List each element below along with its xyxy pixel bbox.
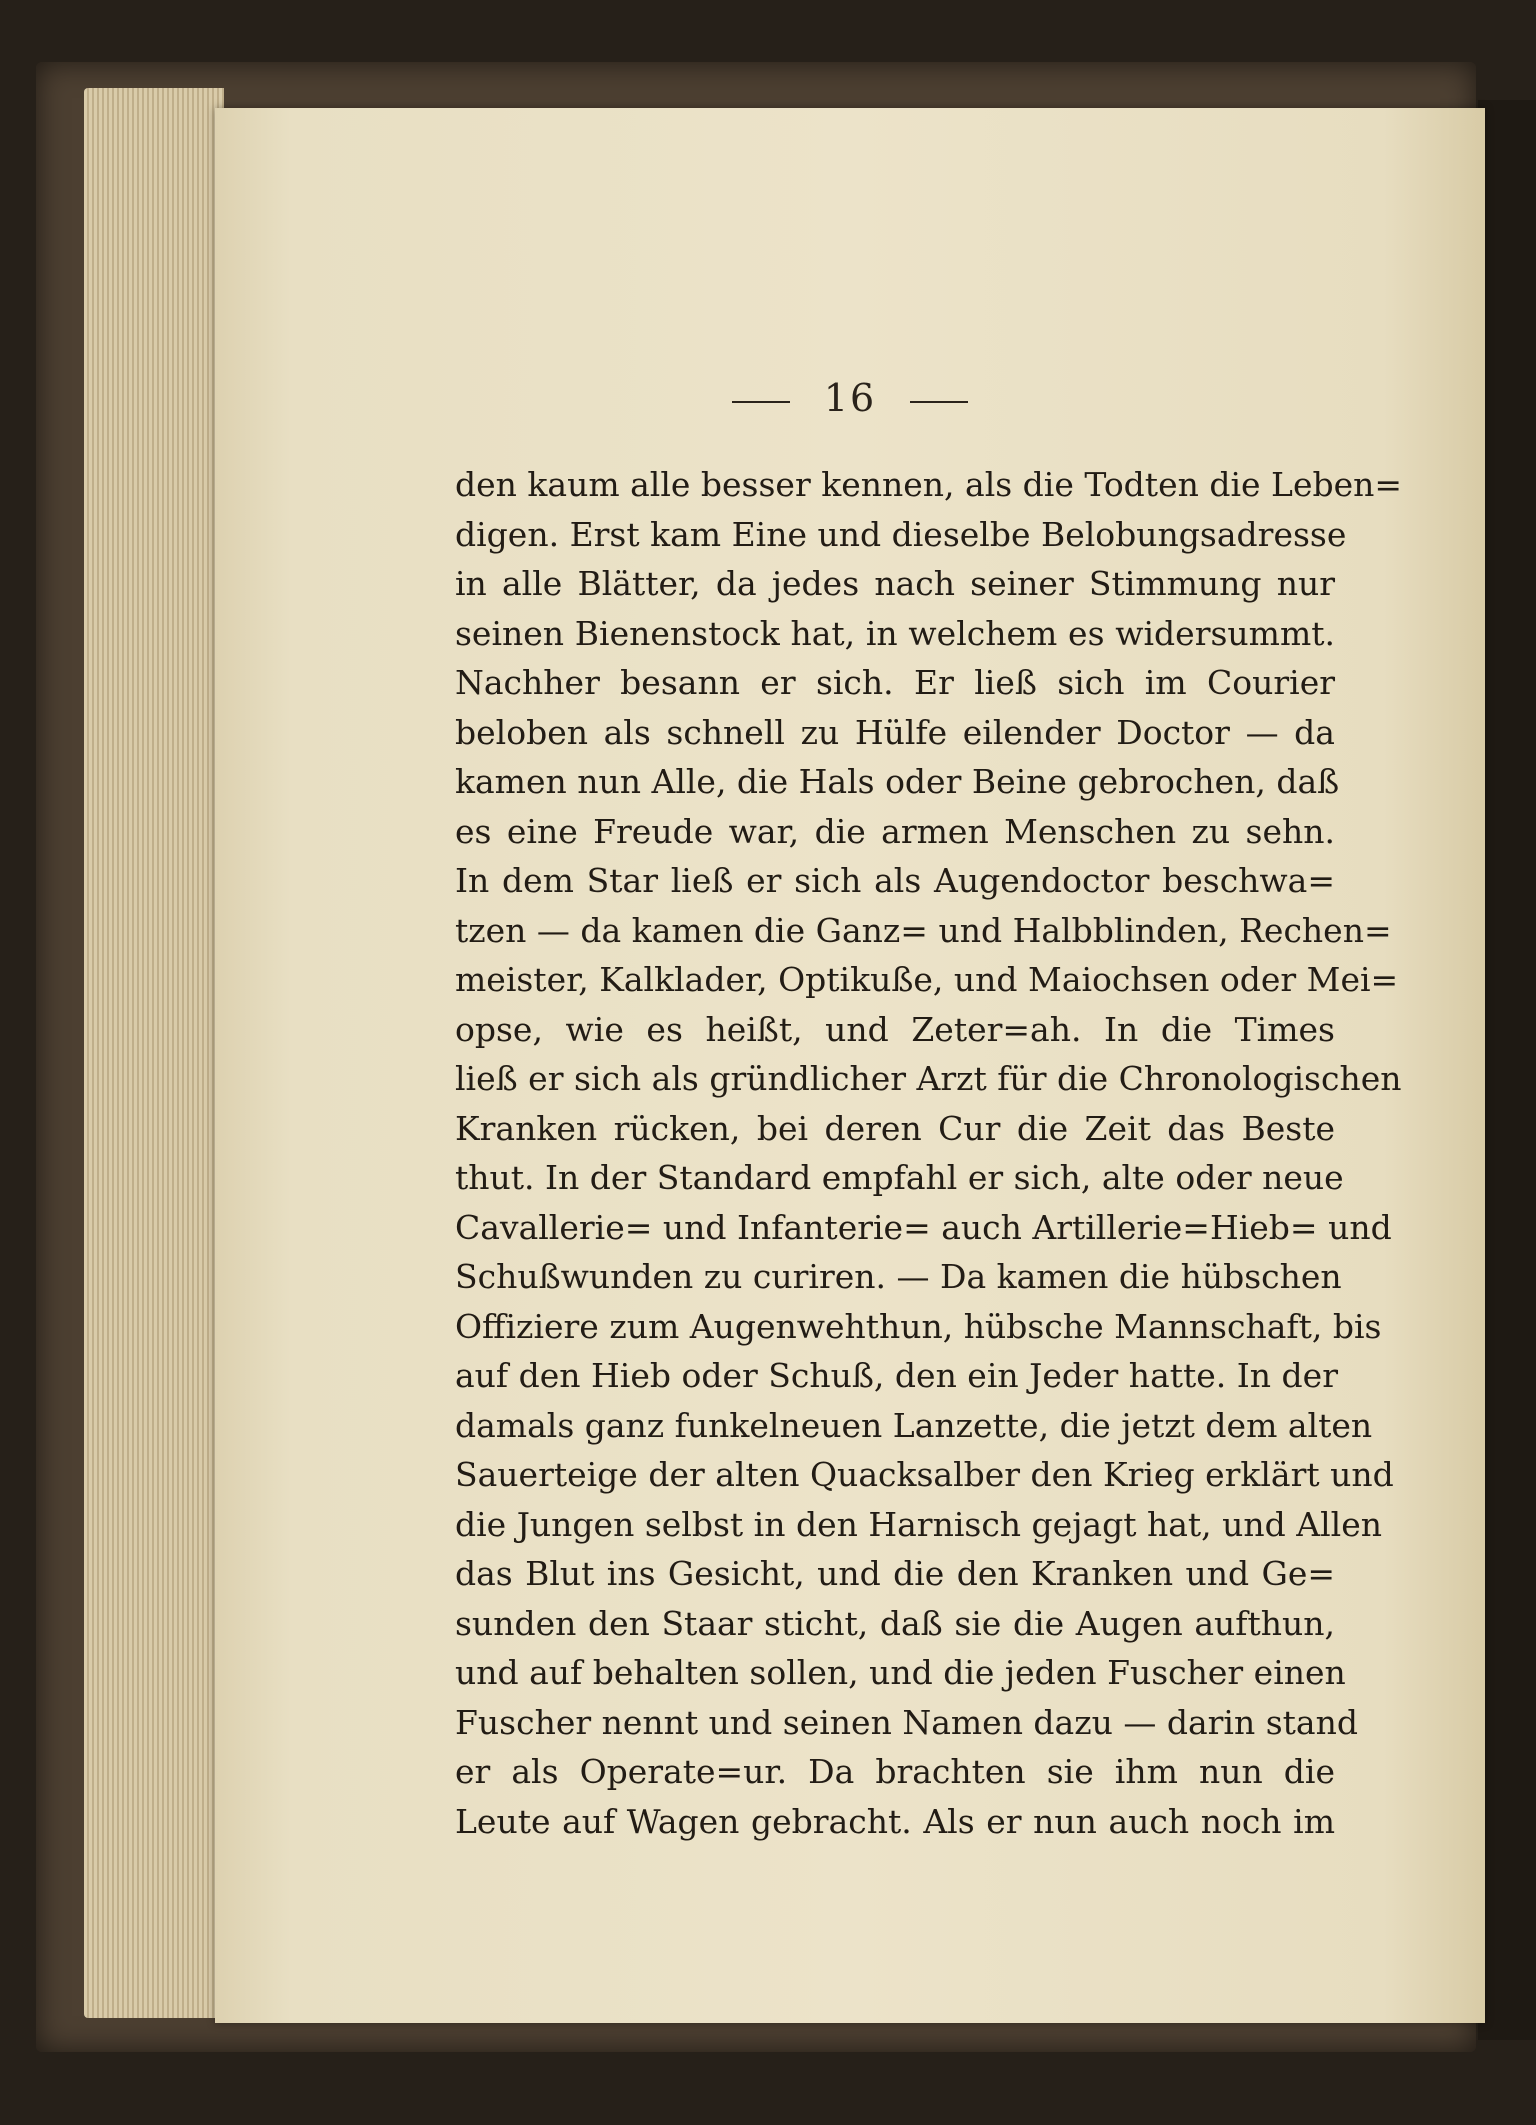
text-line: kamen nun Alle, die Hals oder Beine gebrochen, daß: [455, 762, 1340, 801]
text-line: Cavallerie= und Infanterie= auch Artillerie=Hieb= und: [455, 1207, 1392, 1247]
text-line: Kranken rücken, bei deren Cur die Zeit das Beste: [455, 1108, 1335, 1148]
text-line: digen. Erst kam Eine und dieselbe Belobungsadresse: [455, 514, 1347, 554]
page-number-value: 16: [823, 376, 877, 420]
text-line: er als Operate=ur. Da brachten sie ihm nun die: [455, 1752, 1335, 1791]
text-line: damals ganz funkelneuen Lanzette, die jetzt dem alten: [455, 1405, 1373, 1445]
book-spine-shadow: [1478, 100, 1536, 2040]
text-line: Offiziere zum Augenwehthun, hübsche Mannschaft, bis: [455, 1306, 1382, 1346]
page-edges: [84, 88, 224, 2018]
text-line: Schußwunden zu curiren. — Da kamen die hübschen: [455, 1257, 1342, 1296]
book-page: [215, 108, 1485, 2023]
text-line: auf den Hieb oder Schuß, den ein Jeder hatte. In der: [455, 1356, 1338, 1395]
body-text: [455, 460, 1403, 1846]
text-line: den kaum alle besser kennen, als die Todten die Leben=: [455, 465, 1403, 504]
right-dash: [910, 401, 968, 403]
text-line: das Blut ins Gesicht, und die den Kranken und Ge=: [455, 1554, 1335, 1593]
left-dash: [732, 401, 790, 403]
text-line: Leute auf Wagen gebracht. Als er nun auch noch im: [455, 1801, 1335, 1841]
text-line: Nachher besann er sich. Er ließ sich im Courier: [455, 663, 1335, 702]
text-line: die Jungen selbst in den Harnisch gejagt hat, und Allen: [455, 1504, 1382, 1544]
text-line: Fuscher nennt und seinen Namen dazu — darin stand: [455, 1702, 1358, 1742]
text-line: opse, wie es heißt, und Zeter=ah. In die Times: [455, 1009, 1335, 1049]
text-line: es eine Freude war, die armen Menschen zu sehn.: [455, 811, 1335, 851]
text-line: und auf behalten sollen, und die jeden Fuscher einen: [455, 1653, 1346, 1692]
text-line: seinen Bienenstock hat, in welchem es widersummt.: [455, 613, 1335, 653]
text-line: in alle Blätter, da jedes nach seiner Stimmung nur: [455, 564, 1335, 603]
text-line: In dem Star ließ er sich als Augendoctor beschwa=: [455, 861, 1335, 900]
text-line: meister, Kalklader, Optikuße, und Maiochsen oder Mei=: [455, 960, 1399, 999]
text-line: ließ er sich als gründlicher Arzt für die Chronologischen: [455, 1059, 1402, 1098]
page-number: [215, 376, 1485, 420]
text-line: Sauerteige der alten Quacksalber den Krieg erklärt und: [455, 1455, 1394, 1494]
text-line: beloben als schnell zu Hülfe eilender Doctor — da: [455, 712, 1335, 752]
text-line: sunden den Staar sticht, daß sie die Augen aufthun,: [455, 1603, 1335, 1643]
text-line: tzen — da kamen die Ganz= und Halbblinden, Rechen=: [455, 910, 1392, 950]
text-line: thut. In der Standard empfahl er sich, alte oder neue: [455, 1158, 1344, 1197]
